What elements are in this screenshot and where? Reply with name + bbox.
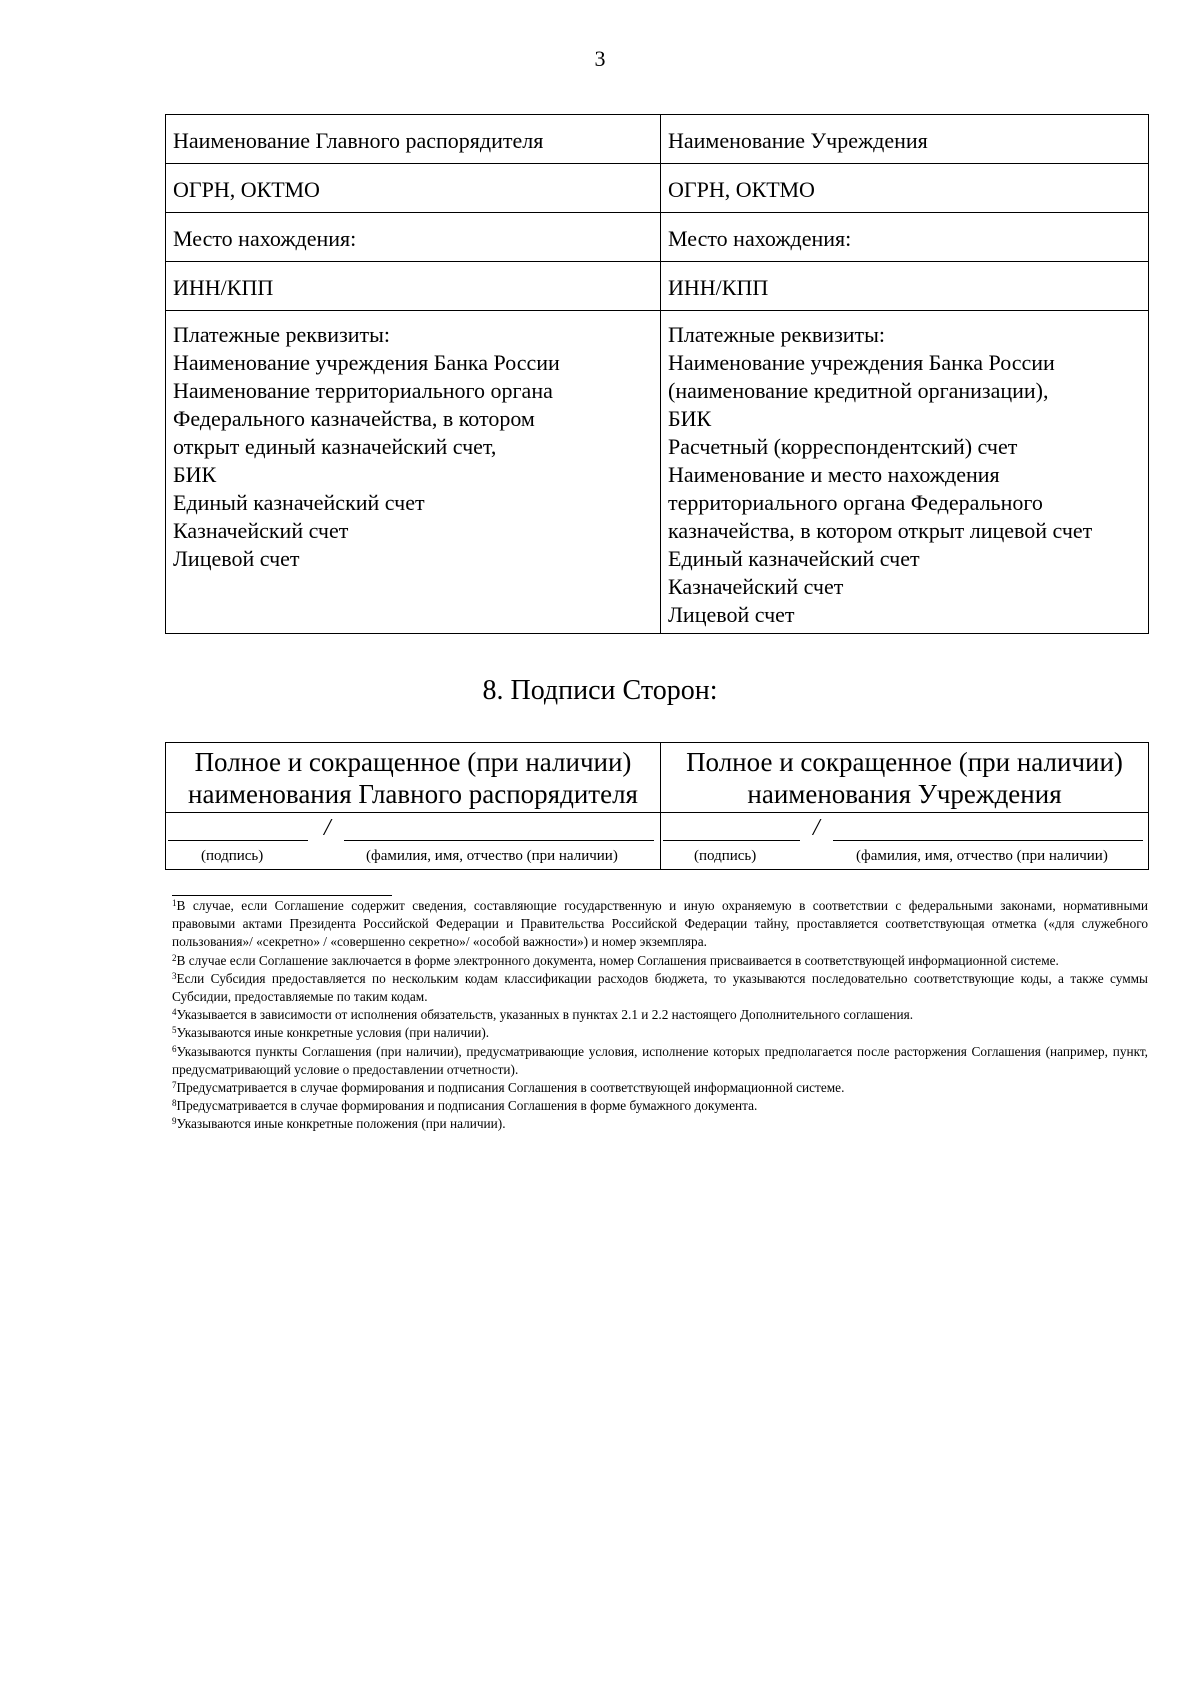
footnote-number: 7 — [172, 1080, 177, 1091]
footnote-text: Предусматривается в случае формирования и подписания Соглашения в соответствующей информационной системе. — [176, 1080, 845, 1096]
footnote — [172, 1115, 1148, 1133]
footnote-text: Указывается в зависимости от исполнения обязательств, указанных в пунктах 2.1 и 2.2 настоящего Дополнительного соглашения. — [176, 1007, 914, 1023]
footnote-separator — [172, 895, 392, 896]
chief-administrator-location: Место нахождения: — [166, 213, 661, 262]
payment-line: Казначейский счет — [173, 518, 349, 543]
header-line: наименования Главного распорядителя — [188, 779, 638, 809]
footnote-text: Указываются пункты Соглашения (при наличии), предусматривающие условия, исполнение которых предполагается после расторжения Соглашения (например, пункт, предусматривающий условие о предоставлении отчетности). — [172, 1043, 1148, 1077]
signatures-section-title: 8. Подписи Сторон: — [482, 675, 718, 706]
chief-administrator-ogrn: ОГРН, ОКТМО — [166, 164, 661, 213]
footnote-text: Если Субсидия предоставляется по нескольким кодам классификации расходов бюджета, то указываются последовательно соответствующие коды, а также суммы Субсидии, предоставляемые по таким кодам. — [172, 970, 1148, 1005]
full-name-field[interactable] — [344, 840, 654, 841]
slash-separator: / — [813, 815, 820, 841]
footnote — [172, 1006, 1148, 1024]
header-line: наименования Учреждения — [747, 779, 1062, 809]
footnote — [172, 1043, 1148, 1079]
institution-name: Наименование Учреждения — [661, 115, 1149, 164]
table-row — [166, 813, 1149, 870]
payment-line: БИК — [173, 462, 217, 487]
footnote — [172, 897, 1148, 952]
footnote — [172, 970, 1148, 1006]
chief-administrator-payment-details — [166, 311, 661, 634]
signature-caption: (подпись) — [201, 848, 264, 864]
payment-line: Наименование территориального органа — [173, 378, 553, 403]
footnote-number: 2 — [172, 952, 177, 963]
payment-line: Единый казначейский счет — [668, 546, 920, 571]
slash-separator: / — [324, 815, 331, 841]
chief-administrator-signature-block — [166, 813, 661, 870]
chief-administrator-inn: ИНН/КПП — [166, 262, 661, 311]
header-line: Полное и сокращенное (при наличии) — [686, 747, 1123, 777]
footnote — [172, 952, 1148, 970]
party-details-table — [165, 114, 1149, 634]
footnote — [172, 1024, 1148, 1042]
header-line: Полное и сокращенное (при наличии) — [194, 747, 632, 777]
payment-line: Наименование учреждения Банка России — [668, 350, 1055, 375]
footnote-text: Указываются иные конкретные условия (при наличии). — [176, 1025, 490, 1041]
payment-line: казначейства, в котором открыт лицевой счет — [668, 518, 1093, 543]
footnote-number: 6 — [172, 1043, 177, 1054]
footnote-text: В случае если Соглашение заключается в форме электронного документа, номер Соглашения присваивается в соответствующей информационной системе. — [176, 952, 1059, 968]
payment-line: БИК — [668, 406, 712, 431]
payment-line: Платежные реквизиты: — [173, 322, 391, 347]
table-row — [166, 262, 1149, 311]
signature-field[interactable] — [663, 840, 800, 841]
payment-line: (наименование кредитной организации), — [668, 378, 1049, 403]
payment-line: Наименование и место нахождения — [668, 462, 1000, 487]
footnote-number: 9 — [172, 1116, 177, 1127]
payment-line: территориального органа Федерального — [668, 490, 1043, 515]
table-row — [166, 743, 1149, 813]
footnote-number: 4 — [172, 1007, 177, 1018]
full-name-caption: (фамилия, имя, отчество (при наличии) — [856, 848, 1108, 864]
footnote-text: Указываются иные конкретные положения (при наличии). — [176, 1116, 506, 1132]
signature-caption: (подпись) — [694, 848, 757, 864]
payment-line: Лицевой счет — [173, 546, 300, 571]
signatures-table — [165, 742, 1149, 870]
footnote-text: Предусматривается в случае формирования и подписания Соглашения в форме бумажного документа. — [176, 1098, 758, 1114]
signature-field[interactable] — [168, 840, 308, 841]
payment-line: Федерального казначейства, в котором — [173, 406, 535, 431]
payment-line: открыт единый казначейский счет, — [173, 434, 497, 459]
institution-signature-header — [661, 743, 1149, 813]
page-number: 3 — [594, 46, 606, 71]
table-row — [166, 311, 1149, 634]
footnote-number: 1 — [172, 898, 177, 908]
footnote-number: 8 — [172, 1098, 177, 1109]
institution-location: Место нахождения: — [661, 213, 1149, 262]
footnote-number: 3 — [172, 970, 177, 981]
payment-line: Казначейский счет — [668, 574, 844, 599]
chief-administrator-name: Наименование Главного распорядителя — [166, 115, 661, 164]
institution-inn: ИНН/КПП — [661, 262, 1149, 311]
payment-line: Единый казначейский счет — [173, 490, 425, 515]
institution-signature-block — [661, 813, 1149, 870]
footnote — [172, 1097, 1148, 1115]
payment-line: Расчетный (корреспондентский) счет — [668, 434, 1018, 459]
chief-administrator-signature-header — [166, 743, 661, 813]
payment-line: Лицевой счет — [668, 602, 795, 627]
full-name-caption: (фамилия, имя, отчество (при наличии) — [366, 848, 618, 864]
institution-ogrn: ОГРН, ОКТМО — [661, 164, 1149, 213]
full-name-field[interactable] — [833, 840, 1143, 841]
table-row — [166, 164, 1149, 213]
footnote-text: В случае, если Соглашение содержит сведения, составляющие государственную и иную охраняемую в соответствии с федеральными законами, нормативными правовыми актами Президента Российской Федерации и Правительства Российской Федерации тайну, проставляется соответствующая отметка («для служебного пользования»/ «секретно» / «совершенно секретно»/ «особой важности») и номер экземпляра. — [172, 898, 1148, 950]
payment-line: Наименование учреждения Банка России — [173, 350, 560, 375]
table-row — [166, 115, 1149, 164]
table-row — [166, 213, 1149, 262]
payment-line: Платежные реквизиты: — [668, 322, 886, 347]
footnotes — [172, 897, 1148, 1134]
institution-payment-details — [661, 311, 1149, 634]
footnote — [172, 1079, 1148, 1097]
footnote-number: 5 — [172, 1025, 177, 1036]
